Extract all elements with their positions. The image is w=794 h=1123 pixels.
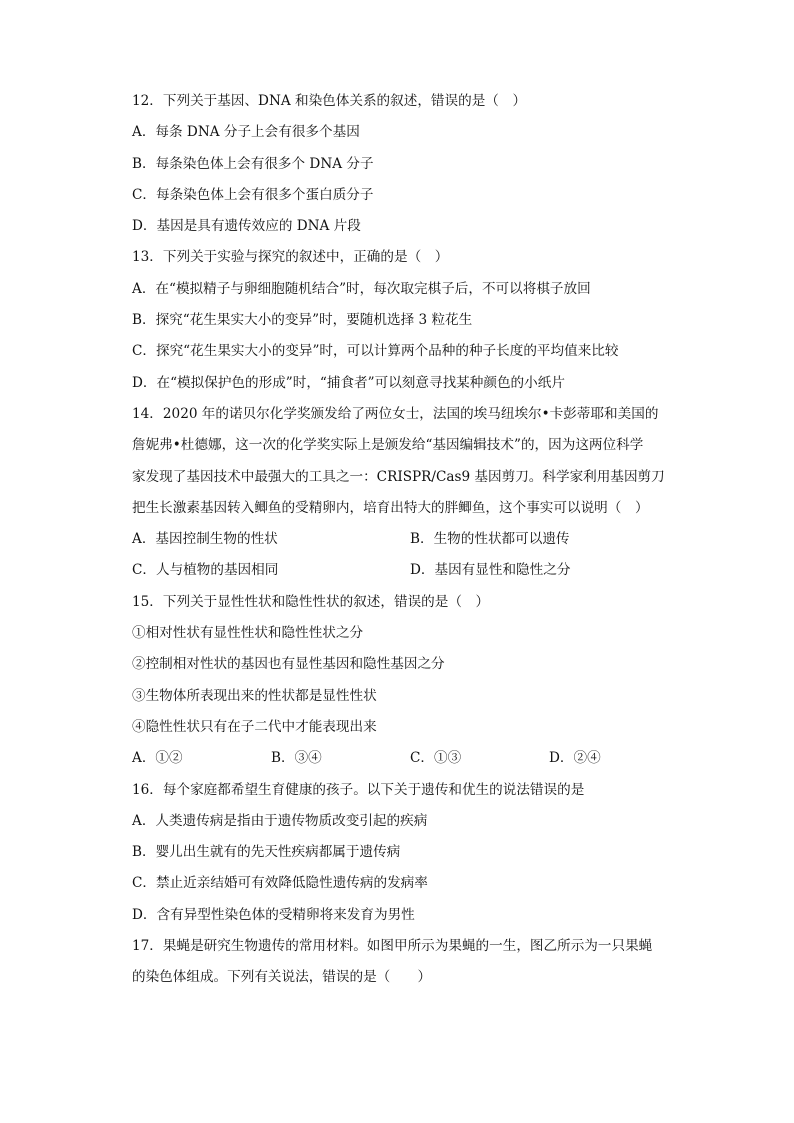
option-c: C．人与植物的基因相同 bbox=[132, 562, 279, 579]
option-a: A．人类遗传病是指由于遗传物质改变引起的疾病 bbox=[132, 812, 428, 829]
option-c: C．①③ bbox=[410, 750, 462, 767]
statement-2: ②控制相对性状的基因也有显性基因和隐性基因之分 bbox=[132, 656, 445, 673]
question-stem: 16．每个家庭都希望生育健康的孩子。以下关于遗传和优生的说法错误的是 bbox=[132, 781, 585, 798]
option-d: D．含有异型性染色体的受精卵将来发育为男性 bbox=[132, 906, 415, 923]
option-a: A．每条 DNA 分子上会有很多个基因 bbox=[132, 124, 360, 141]
option-a: A．基因控制生物的性状 bbox=[132, 531, 278, 548]
question-stem: 15．下列关于显性性状和隐性性状的叙述，错误的是（ ） bbox=[132, 593, 490, 610]
option-b: B．③④ bbox=[271, 750, 322, 767]
question-stem-line: 17．果蝇是研究生物遗传的常用材料。如图甲所示为果蝇的一生，图乙所示为一只果蝇 bbox=[132, 938, 653, 955]
option-c: C．探究“花生果实大小的变异”时，可以计算两个品种的种子长度的平均值来比较 bbox=[132, 343, 619, 360]
question-stem-line: 的染色体组成。下列有关说法，错误的是（ ） bbox=[132, 969, 432, 986]
question-stem: 12．下列关于基因、DNA 和染色体关系的叙述，错误的是（ ） bbox=[132, 93, 527, 109]
statement-1: ①相对性状有显性性状和隐性性状之分 bbox=[132, 625, 364, 642]
question-stem-line: 家发现了基因技术中最强大的工具之一：CRISPR/Cas9 基因剪刀。科学家利用基因剪刀 bbox=[132, 468, 665, 485]
option-a: A．在“模拟精子与卵细胞随机结合”时，每次取完棋子后，不可以将棋子放回 bbox=[132, 280, 591, 297]
question-16 bbox=[132, 775, 672, 931]
option-c: C．每条染色体上会有很多个蛋白质分子 bbox=[132, 186, 374, 203]
option-b: B．婴儿出生就有的先天性疾病都属于遗传病 bbox=[132, 844, 401, 861]
question-13 bbox=[132, 242, 672, 398]
option-row bbox=[132, 743, 672, 774]
option-row bbox=[132, 524, 672, 555]
question-stem-line: 14．2020 年的诺贝尔化学奖颁发给了两位女士，法国的埃马纽埃尔•卡彭蒂耶和美国的 bbox=[132, 405, 659, 422]
question-stem-line: 把生长激素基因转入鲫鱼的受精卵内，培育出特大的胖鲫鱼，这个事实可以说明（ ） bbox=[132, 499, 649, 516]
document-page bbox=[132, 86, 672, 994]
option-a: A．①② bbox=[132, 750, 183, 767]
question-17 bbox=[132, 931, 672, 994]
option-d: D．在“模拟保护色的形成”时，“捕食者”可以刻意寻找某种颜色的小纸片 bbox=[132, 374, 565, 391]
question-stem-line: 詹妮弗•杜德娜，这一次的化学奖实际上是颁发给“基因编辑技术”的，因为这两位科学 bbox=[132, 437, 644, 454]
question-12 bbox=[132, 86, 672, 242]
question-stem: 13．下列关于实验与探究的叙述中，正确的是（ ） bbox=[132, 249, 449, 266]
option-b: B．每条染色体上会有很多个 DNA 分子 bbox=[132, 155, 374, 172]
option-row bbox=[132, 555, 672, 586]
option-c: C．禁止近亲结婚可有效降低隐性遗传病的发病率 bbox=[132, 875, 428, 892]
question-14 bbox=[132, 399, 672, 587]
question-15 bbox=[132, 587, 672, 775]
option-d: D．②④ bbox=[549, 750, 601, 767]
option-d: D．基因有显性和隐性之分 bbox=[410, 562, 571, 579]
statement-4: ④隐性性状只有在子二代中才能表现出来 bbox=[132, 718, 377, 735]
option-b: B．生物的性状都可以遗传 bbox=[410, 531, 570, 548]
option-b: B．探究“花生果实大小的变异”时，要随机选择 3 粒花生 bbox=[132, 312, 473, 329]
statement-3: ③生物体所表现出来的性状都是显性性状 bbox=[132, 687, 377, 704]
option-d: D．基因是具有遗传效应的 DNA 片段 bbox=[132, 218, 361, 235]
